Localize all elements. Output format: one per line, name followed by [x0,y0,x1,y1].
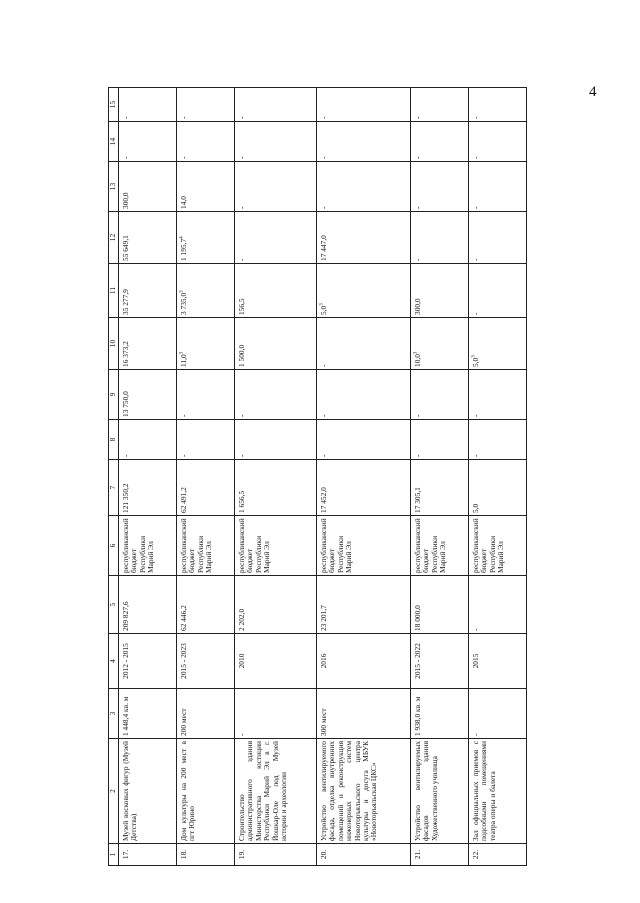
cell-value: 10,0 [412,354,422,367]
table-cell [176,212,234,264]
table-cell [468,370,526,420]
table-cell [316,516,410,576]
cell-value: республиканский бюджет Республики Марий Эл [470,518,506,573]
table-cell [316,844,410,866]
table-cell [468,420,526,460]
cell-value: 16 373,2 [121,341,130,367]
table-cell [316,370,410,420]
table-cell [234,516,316,576]
cell-value: 1 938,0 кв. м [412,696,422,736]
table-cell [410,122,468,162]
table-cell [176,318,234,370]
cell-value: Устройство вентилируемых фасадов здания Художественного училища [412,741,439,841]
table-cell [176,420,234,460]
cell-value: - [236,414,246,417]
table-cell [410,689,468,739]
cell-value: 1 656,5 [236,490,246,513]
table-cell [468,162,526,212]
table-cell [176,122,234,162]
cell-value: - [470,628,480,631]
table-cell [410,212,468,264]
table-cell [468,844,526,866]
table-wrapper [108,88,527,866]
header-row [109,88,119,866]
cell-value: 2012 - 2015 [121,643,130,679]
cell-value: 1 195,7 [178,238,188,261]
column-header: 14 [109,122,119,162]
table-cell [316,264,410,318]
cell-value: - [412,258,422,261]
table-cell [468,460,526,516]
table-cell [176,370,234,420]
table-cell [119,370,177,420]
table-row [316,88,410,866]
table-cell [316,318,410,370]
cell-value: 17. [121,849,130,860]
table-cell [234,370,316,420]
cell-value: республиканский бюджет Республики Марий Эл [236,518,272,573]
cell-value: - [236,156,246,159]
table-cell [176,739,234,844]
table-cell [176,516,234,576]
investment-table [108,87,527,866]
table-cell [316,689,410,739]
footnote-mark: 3 [179,351,185,355]
cell-value: 121 350,2 [121,483,130,513]
table-row [468,88,526,866]
table-cell [410,318,468,370]
cell-value: - [470,733,480,736]
table-cell [234,318,316,370]
cell-value: 300,0 [121,192,130,209]
cell-value: 2010 [236,653,246,669]
table-cell [316,212,410,264]
cell-value: 200 мест [178,708,188,736]
table-body [119,88,527,866]
cell-value: - [178,414,188,417]
table-cell [316,162,410,212]
cell-value: Музей восковых фигур (Музей Детства) [121,741,139,841]
table-cell [234,460,316,516]
table-cell [234,844,316,866]
cell-value: республиканский бюджет Республики Марий Эл [412,518,448,573]
cell-value: - [470,116,480,119]
cell-value: - [121,116,130,119]
cell-value: - [318,206,328,209]
cell-value: Устройство вентилируемого фасада, отделка внутренних помещений и реконструкция инженерных систем Новоторъяльского центра культуры и досуга МБУК «Новоторъяльская ЦКС» [318,741,379,841]
column-header: 7 [109,460,119,516]
table-cell [119,689,177,739]
column-header: 4 [109,634,119,689]
cell-value: 19. [236,849,246,860]
cell-value: - [470,312,480,315]
table-cell [234,88,316,122]
cell-value: 2 202,0 [236,608,246,631]
cell-value: - [318,116,328,119]
footnote-mark: 3 [319,303,325,306]
cell-value: - [318,414,328,417]
cell-value: - [236,454,246,457]
cell-value: 55 649,1 [121,235,130,261]
cell-value: - [121,156,130,159]
table-cell [410,264,468,318]
cell-value: 62 491,2 [178,487,188,513]
table-cell [468,634,526,689]
table-cell [119,318,177,370]
cell-value: - [412,454,422,457]
column-header: 12 [109,212,119,264]
table-cell [119,634,177,689]
table-cell [468,576,526,634]
column-header: 11 [109,264,119,318]
table-cell [316,634,410,689]
table-row [119,88,177,866]
cell-value: 62 446,2 [178,605,188,631]
cell-value: 21. [412,849,422,860]
cell-value: 300 мест [318,708,328,736]
table-cell [234,162,316,212]
table-cell [468,122,526,162]
table-cell [468,264,526,318]
footnote-mark: 3 [413,351,419,355]
column-header: 9 [109,370,119,420]
table-cell [410,516,468,576]
cell-value: - [470,156,480,159]
column-header: 10 [109,318,119,370]
page-number: 4 [589,84,597,100]
table-row [176,88,234,866]
table-cell [234,420,316,460]
cell-value: - [412,414,422,417]
cell-value: 209 827,6 [121,601,130,631]
cell-value: - [318,156,328,159]
table-cell [176,264,234,318]
table-cell [176,844,234,866]
cell-value: 5,0 [470,357,480,367]
table-row [234,88,316,866]
cell-value: - [236,206,246,209]
cell-value: - [236,733,246,736]
cell-value: - [178,454,188,457]
cell-value: - [470,454,480,457]
cell-value: 5,0 [470,503,480,513]
cell-value: - [470,414,480,417]
cell-value: - [236,116,246,119]
table-cell [468,212,526,264]
table-cell [410,634,468,689]
table-cell [234,122,316,162]
table-cell [176,88,234,122]
table-cell [119,162,177,212]
table-cell [410,420,468,460]
table-cell [410,370,468,420]
cell-value: 13 750,0 [121,391,130,417]
cell-value: 18. [178,849,188,860]
column-header: 3 [109,689,119,739]
rotated-table-container [108,88,527,866]
table-cell [119,88,177,122]
table-cell [316,460,410,516]
cell-value: - [470,206,480,209]
table-cell [234,634,316,689]
cell-value: республиканский бюджет Республики Марий Эл [318,518,354,573]
column-header: 1 [109,844,119,866]
cell-value: 1 448,4 кв. м [121,696,130,736]
table-cell [234,739,316,844]
column-header: 5 [109,576,119,634]
table-row [410,88,468,866]
cell-value: 5,0 [318,305,328,315]
table-cell [316,576,410,634]
cell-value: - [412,156,422,159]
column-header: 15 [109,88,119,122]
cell-value: 35 277,9 [121,289,130,315]
cell-value: 3 735,0 [178,292,188,315]
cell-value: Дом культуры на 200 мест в пгт Юрино [178,741,197,841]
footnote-mark: 3 [471,355,477,358]
cell-value: Зал официальных приемов с подсобными помещениями театра оперы и балета [470,741,497,841]
cell-value: республиканский бюджет Республики Марий Эл [121,518,156,573]
cell-value: 2016 [318,653,328,669]
cell-value: Строительство административного здания Министерства юстиции Республики Марий Эл в г. Йошкар-Оле под Музей истории и археологии [236,741,288,841]
footnote-mark: 3 [179,290,185,293]
table-cell [176,634,234,689]
table-cell [468,88,526,122]
table-cell [119,212,177,264]
cell-value: - [121,454,130,457]
table-cell [234,689,316,739]
cell-value: 2015 - 2022 [412,643,422,679]
cell-value: 22. [470,849,480,860]
column-header: 13 [109,162,119,212]
column-header: 6 [109,516,119,576]
table-cell [119,264,177,318]
table-cell [468,689,526,739]
table-cell [410,460,468,516]
cell-value: - [318,364,328,367]
table-cell [176,460,234,516]
cell-value: 2015 - 2023 [178,643,188,679]
table-cell [316,88,410,122]
cell-value: 14,0 [178,196,188,209]
cell-value: - [178,116,188,119]
cell-value: 2015 [470,653,480,669]
table-cell [410,739,468,844]
cell-value: - [412,206,422,209]
cell-value: 1 500,0 [236,344,246,367]
cell-value: 18 000,0 [412,605,422,631]
table-cell [468,318,526,370]
table-cell [468,739,526,844]
cell-value: 20. [318,849,328,860]
table-cell [176,576,234,634]
table-cell [119,420,177,460]
cell-value: республиканский бюджет Республики Марий Эл [178,518,214,573]
table-cell [410,88,468,122]
table-cell [119,122,177,162]
table-cell [176,689,234,739]
cell-value: 17 305,1 [412,487,422,513]
cell-value: 300,0 [412,298,422,315]
table-cell [119,516,177,576]
table-cell [234,212,316,264]
table-cell [234,576,316,634]
table-cell [316,122,410,162]
table-cell [410,844,468,866]
table-cell [119,844,177,866]
cell-value: 156,5 [236,298,246,315]
table-cell [410,162,468,212]
cell-value: - [318,454,328,457]
cell-value: 17 452,0 [318,487,328,513]
table-cell [316,739,410,844]
cell-value: - [178,156,188,159]
cell-value: 23 201,7 [318,605,328,631]
table-cell [468,516,526,576]
column-header: 8 [109,420,119,460]
footnote-mark: 4 [179,236,185,239]
cell-value: - [470,258,480,261]
table-cell [410,576,468,634]
table-cell [119,460,177,516]
table-cell [119,739,177,844]
cell-value: 17 447,0 [318,235,328,261]
cell-value: 11,0 [178,354,188,367]
column-header: 2 [109,739,119,844]
cell-value: - [236,258,246,261]
table-cell [234,264,316,318]
table-cell [119,576,177,634]
cell-value: - [412,116,422,119]
table-cell [316,420,410,460]
table-cell [176,162,234,212]
